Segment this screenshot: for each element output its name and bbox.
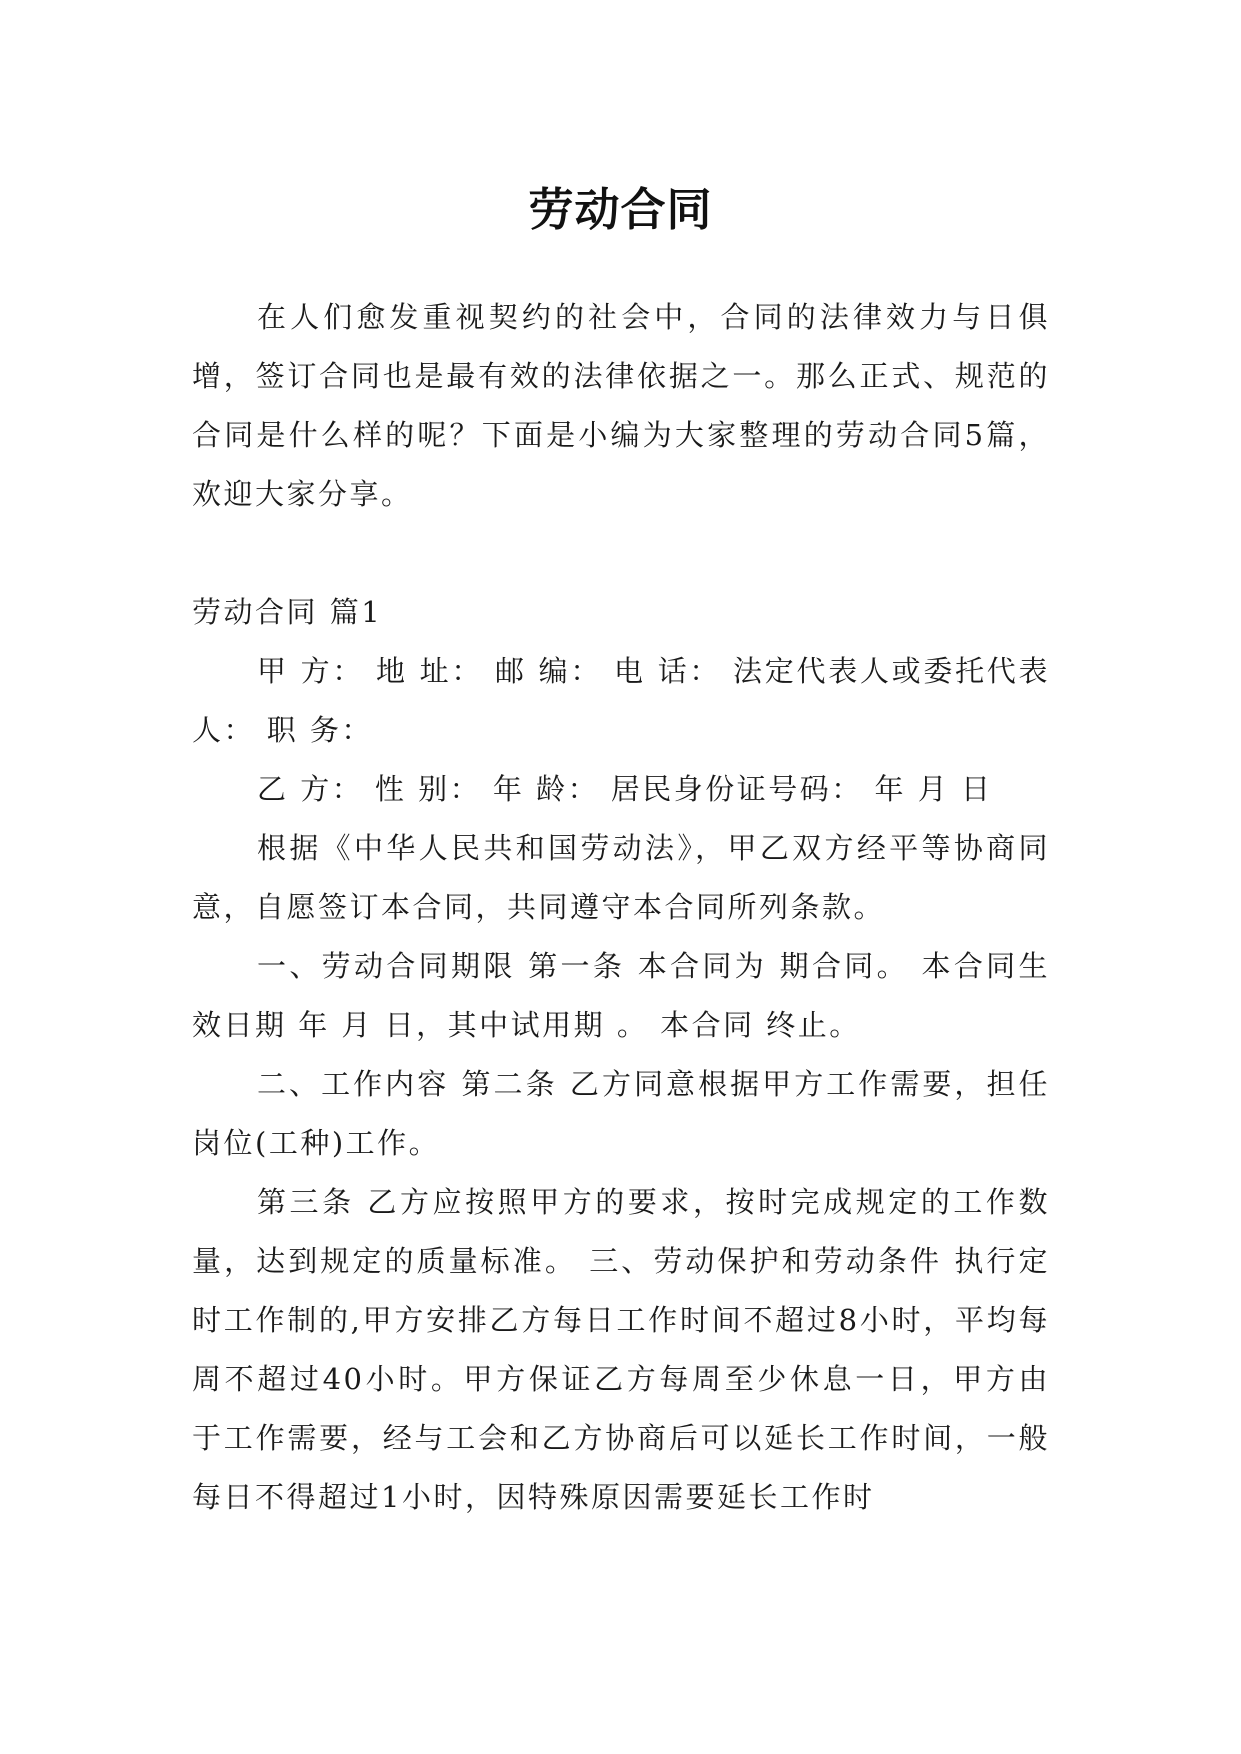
document-body (192, 288, 1050, 1527)
intro-paragraph: 在人们愈发重视契约的社会中，合同的法律效力与日俱增，签订合同也是最有效的法律依据之一。那么正式、规范的合同是什么样的呢？下面是小编为大家整理的劳动合同5篇，欢迎大家分享。 (192, 300, 1050, 511)
section-heading: 劳动合同 篇1 (192, 595, 383, 629)
basis-paragraph: 根据《中华人民共和国劳动法》，甲乙双方经平等协商同意，自愿签订本合同，共同遵守本合同所列条款。 (192, 831, 1050, 924)
party-a-paragraph: 甲 方： 地 址： 邮 编： 电 话： 法定代表人或委托代表人： 职 务： (192, 654, 1050, 747)
labor-protection-paragraph: 第三条 乙方应按照甲方的要求，按时完成规定的工作数量，达到规定的质量标准。 三、劳动保护和劳动条件 执行定时工作制的,甲方安排乙方每日工作时间不超过8小时，平均每周不超过40小时。甲方保证乙方每周至少休息一日，甲方由于工作需要，经与工会和乙方协商后可以延长工作时间，一般每日不得超过1小时，因特殊原因需要延长工作时 (192, 1185, 1050, 1514)
work-content-paragraph: 二、工作内容 第二条 乙方同意根据甲方工作需要，担任 岗位(工种)工作。 (192, 1067, 1050, 1160)
party-b-paragraph: 乙 方： 性 别： 年 龄： 居民身份证号码： 年 月 日 (257, 772, 993, 806)
document-title: 劳动合同 (528, 183, 713, 237)
term-paragraph: 一、劳动合同期限 第一条 本合同为 期合同。 本合同生效日期 年 月 日，其中试用期 。 本合同 终止。 (192, 949, 1050, 1042)
